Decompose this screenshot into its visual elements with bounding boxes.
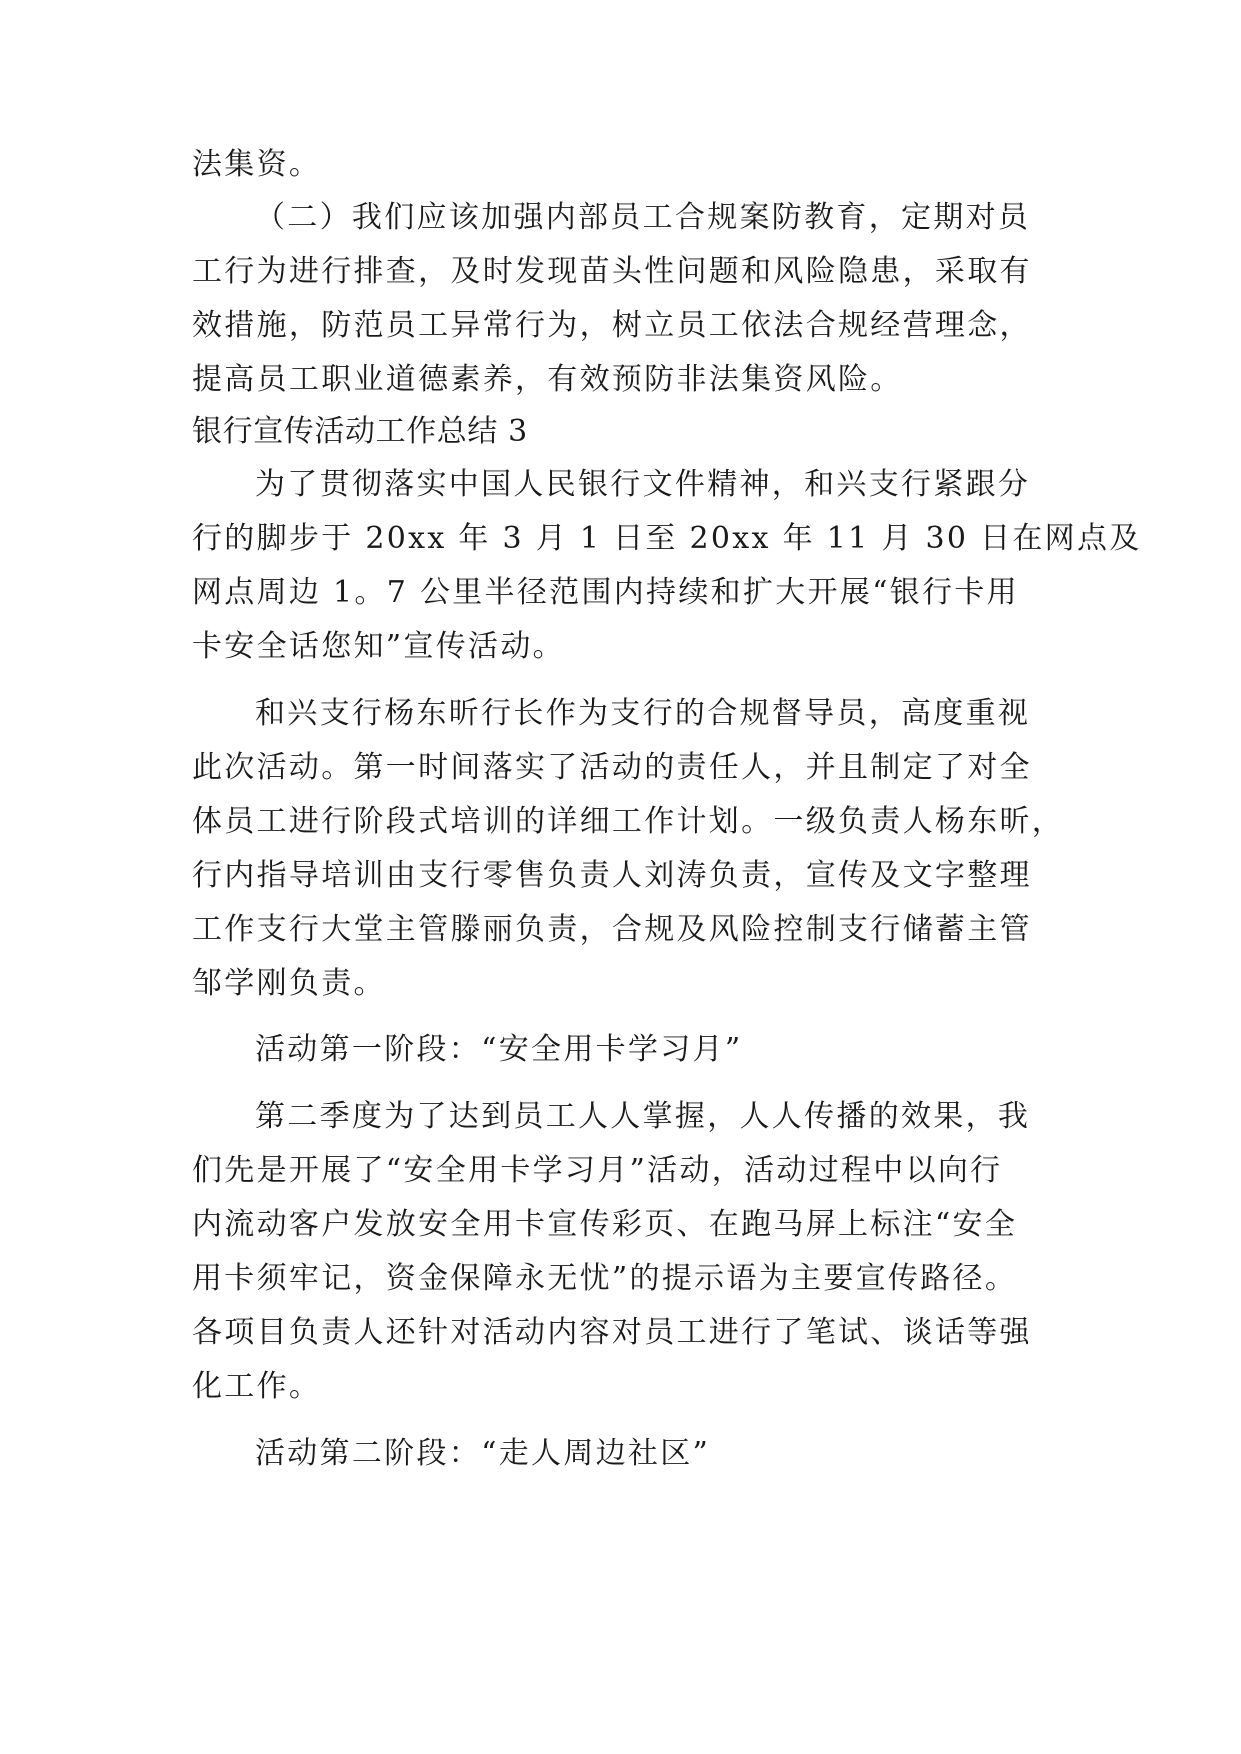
section-heading: 银行宣传活动工作总结 3 <box>192 414 528 449</box>
stage-one-title: 活动第一阶段：“安全用卡学习月” <box>255 1032 743 1067</box>
stage-one-line-2: 们先是开展了“安全用卡学习月”活动，活动过程中以向行 <box>192 1153 1003 1188</box>
leadership-line-4: 行内指导培训由支行零售负责人刘涛负责，宣传及文字整理 <box>192 858 1032 893</box>
section-two-line-1: （二）我们应该加强内部员工合规案防教育，定期对员 <box>255 200 1031 235</box>
leadership-line-5: 工作支行大堂主管滕丽负责，合规及风险控制支行储蓄主管 <box>192 912 1032 947</box>
intro-line-2: 行的脚步于 20xx 年 3 月 1 日至 20xx 年 11 月 30 日在网点及 <box>192 521 1142 556</box>
leadership-line-3: 体员工进行阶段式培训的详细工作计划。一级负责人杨东昕， <box>192 804 1065 839</box>
paragraph-continuation-line: 法集资。 <box>192 147 322 182</box>
stage-one-line-6: 化工作。 <box>192 1369 322 1404</box>
intro-line-1: 为了贯彻落实中国人民银行文件精神，和兴支行紧跟分 <box>255 467 1031 502</box>
section-two-line-4: 提高员工职业道德素养，有效预防非法集资风险。 <box>192 362 903 397</box>
leadership-line-1: 和兴支行杨东昕行长作为支行的合规督导员，高度重视 <box>255 696 1031 731</box>
section-two-line-3: 效措施，防范员工异常行为，树立员工依法合规经营理念， <box>192 308 1032 343</box>
stage-one-line-4: 用卡须牢记，资金保障永无忧”的提示语为主要宣传路径。 <box>192 1261 1018 1296</box>
leadership-line-6: 邹学刚负责。 <box>192 966 386 1001</box>
leadership-line-2: 此次活动。第一时间落实了活动的责任人，并且制定了对全 <box>192 750 1032 785</box>
stage-one-line-5: 各项目负责人还针对活动内容对员工进行了笔试、谈话等强 <box>192 1315 1032 1350</box>
stage-one-line-1: 第二季度为了达到员工人人掌握，人人传播的效果，我 <box>255 1099 1031 1134</box>
stage-two-title: 活动第二阶段：“走人周边社区” <box>255 1436 711 1471</box>
intro-line-4: 卡安全话您知”宣传活动。 <box>192 629 565 664</box>
intro-line-3: 网点周边 1。7 公里半径范围内持续和扩大开展“银行卡用 <box>192 575 1019 610</box>
stage-one-line-3: 内流动客户发放安全用卡宣传彩页、在跑马屏上标注“安全 <box>192 1207 1018 1242</box>
section-two-line-2: 工行为进行排查，及时发现苗头性问题和风险隐患，采取有 <box>192 254 1032 289</box>
